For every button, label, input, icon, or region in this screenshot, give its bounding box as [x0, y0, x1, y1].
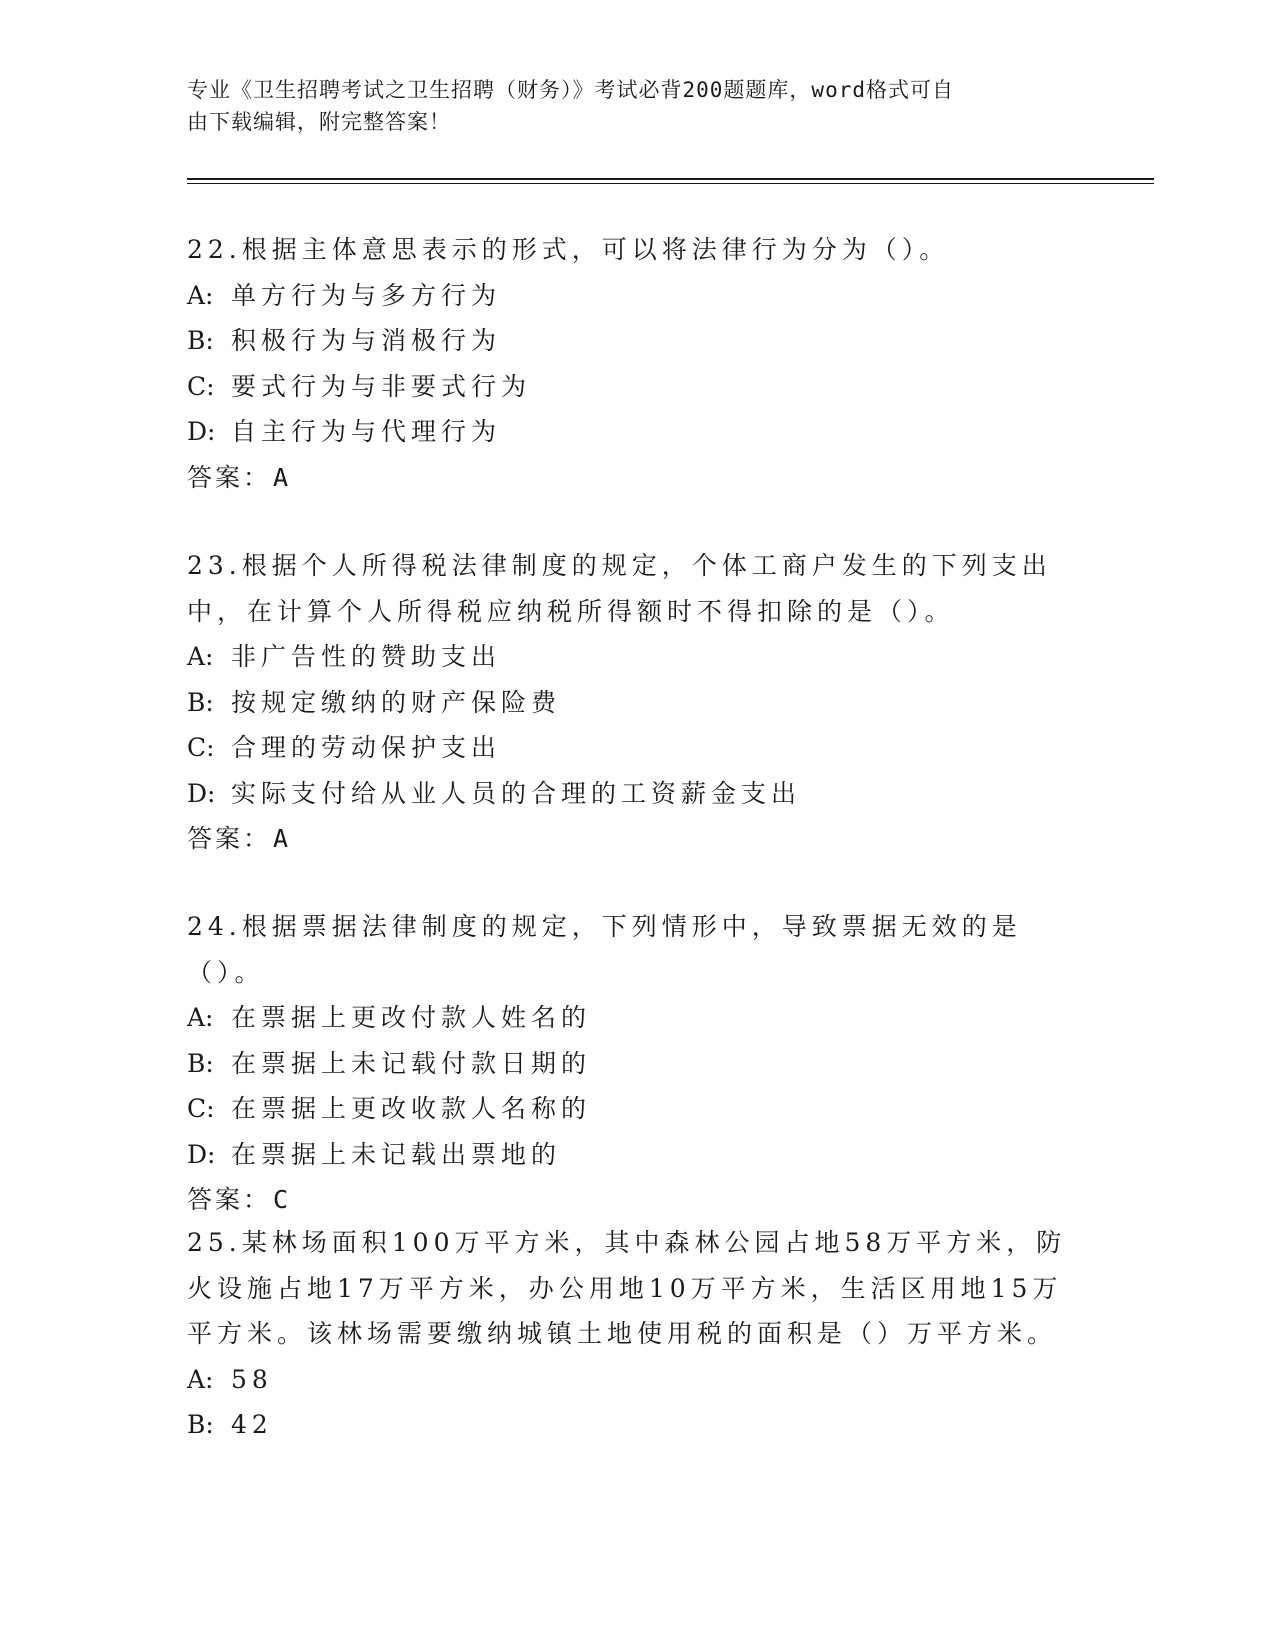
question-stem: 23.根据个人所得税法律制度的规定，个体工商户发生的下列支出中，在计算个人所得税应纳税所得额时不得扣除的是（）。 — [187, 551, 1052, 626]
option-text: 合理的劳动保护支出 — [231, 733, 502, 762]
option-text: 在票据上更改收款人名称的 — [231, 1094, 592, 1123]
question-stem: 24.根据票据法律制度的规定，下列情形中，导致票据无效的是（）。 — [187, 912, 1022, 987]
answer-value: A — [273, 824, 291, 853]
option-key: B: — [187, 1048, 214, 1078]
question-stem: 22.根据主体意思表示的形式，可以将法律行为分为（）。 — [187, 235, 950, 264]
option-text: 58 — [231, 1364, 273, 1394]
answer-line — [187, 816, 1087, 862]
option-key: A: — [187, 280, 214, 310]
option-text: 42 — [231, 1410, 273, 1439]
answer-value: C — [273, 1185, 291, 1214]
answer-label: 答案： — [187, 1185, 272, 1214]
document-header — [187, 74, 1067, 138]
option-b — [187, 1402, 1087, 1448]
option-text: 按规定缴纳的财产保险费 — [231, 687, 562, 717]
answer-label: 答案： — [187, 462, 272, 492]
answer-line — [187, 1177, 1087, 1223]
option-key: B: — [187, 1410, 214, 1439]
option-c — [187, 364, 1087, 410]
header-line-1: 专业《卫生招聘考试之卫生招聘（财务）》考试必背200题题库，word格式可自 — [187, 78, 954, 102]
option-key: B: — [187, 326, 214, 355]
option-text: 在票据上未记载出票地的 — [231, 1139, 562, 1169]
option-a — [187, 1357, 1087, 1403]
option-a — [187, 995, 1087, 1041]
option-key: C: — [187, 733, 215, 762]
header-divider-thick — [187, 178, 1154, 180]
option-text: 自主行为与代理行为 — [231, 417, 502, 446]
option-key: D: — [187, 778, 216, 808]
option-key: A: — [187, 1003, 214, 1032]
option-b — [187, 680, 1087, 726]
answer-value: A — [273, 462, 291, 492]
option-b — [187, 318, 1087, 364]
option-text: 非广告性的赞助支出 — [231, 642, 502, 671]
option-d — [187, 1132, 1087, 1178]
option-key: C: — [187, 1094, 215, 1123]
option-c — [187, 1086, 1087, 1132]
header-divider-thin — [187, 183, 1154, 184]
option-text: 在票据上未记载付款日期的 — [231, 1048, 592, 1078]
option-key: A: — [187, 642, 214, 671]
option-key: D: — [187, 1139, 216, 1169]
option-c — [187, 725, 1087, 771]
option-text: 实际支付给从业人员的合理的工资薪金支出 — [231, 778, 802, 808]
question-25 — [187, 1220, 1087, 1448]
question-22 — [187, 227, 1087, 500]
option-text: 积极行为与消极行为 — [231, 326, 502, 355]
answer-label: 答案： — [187, 824, 272, 853]
question-23 — [187, 543, 1087, 862]
option-a — [187, 634, 1087, 680]
option-a — [187, 273, 1087, 319]
option-text: 在票据上更改付款人姓名的 — [231, 1003, 592, 1032]
option-d — [187, 409, 1087, 455]
option-text: 要式行为与非要式行为 — [231, 371, 532, 401]
option-key: B: — [187, 687, 214, 717]
option-d — [187, 771, 1087, 817]
answer-line — [187, 455, 1087, 501]
question-24 — [187, 904, 1087, 1223]
option-b — [187, 1041, 1087, 1087]
option-key: C: — [187, 371, 215, 401]
header-line-2: 由下载编辑，附完整答案！ — [187, 110, 451, 134]
option-text: 单方行为与多方行为 — [231, 280, 502, 310]
option-key: A: — [187, 1364, 214, 1394]
question-stem: 25.某林场面积100万平方米，其中森林公园占地58万平方米，防火设施占地17万平方米，办公用地10万平方米，生活区用地15万平方米。该林场需要缴纳城镇土地使用税的面积是（）万平方米。 — [187, 1228, 1067, 1348]
option-key: D: — [187, 417, 216, 446]
